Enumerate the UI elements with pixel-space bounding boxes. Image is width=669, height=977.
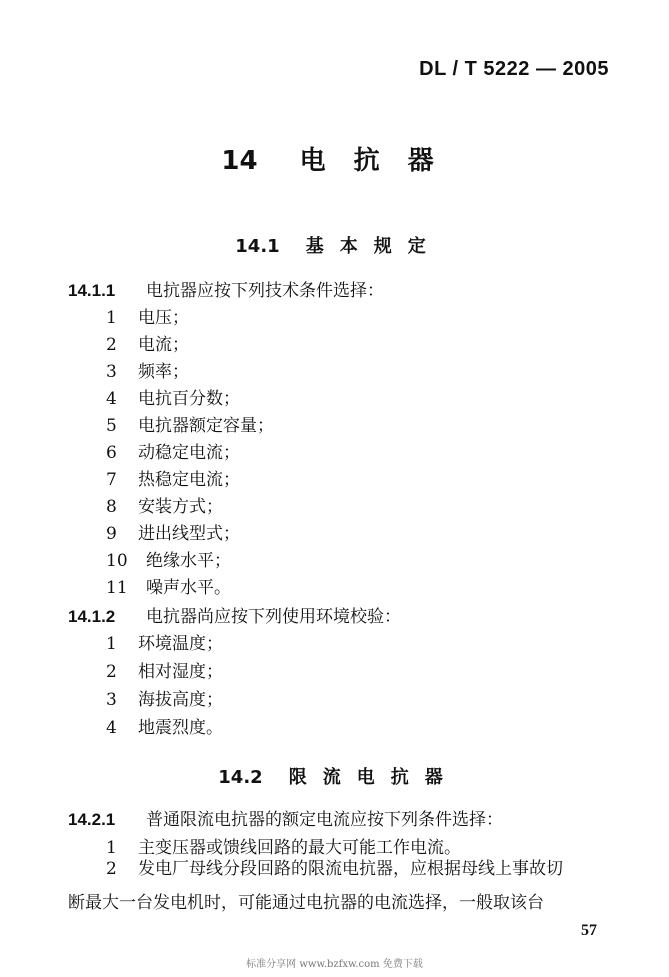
item-number: 8	[106, 497, 117, 517]
chapter-title-char: 电	[299, 146, 326, 176]
chapter-title	[0, 140, 669, 177]
item-text: 电流；	[138, 335, 189, 355]
list-item	[106, 438, 240, 463]
item-text: 电抗百分数；	[138, 389, 240, 409]
clause	[68, 805, 503, 830]
section-title	[0, 232, 669, 258]
paragraph	[68, 852, 608, 920]
clause-text: 电抗器尚应按下列使用环境校验：	[146, 607, 401, 627]
item-text: 电压；	[138, 308, 189, 328]
list-item	[106, 629, 223, 654]
item-number: 4	[106, 389, 117, 409]
chapter-title-char: 抗	[353, 146, 380, 176]
item-text: 主变压器或馈线回路的最大可能工作电流。	[138, 838, 461, 858]
list-item	[106, 519, 240, 544]
list-item	[106, 303, 189, 328]
list-item	[106, 657, 223, 682]
item-number: 10	[106, 551, 128, 571]
item-number: 1	[106, 308, 117, 328]
section-title-char: 规	[373, 236, 392, 257]
list-item	[106, 685, 223, 710]
section-title-char: 本	[339, 236, 358, 257]
item-number: 2	[106, 335, 117, 355]
list-item	[106, 573, 231, 598]
list-item	[106, 492, 223, 517]
paragraph-line: 断最大一台发电机时，可能通过电抗器的电流选择，一般取该台	[68, 893, 544, 913]
clause	[68, 276, 384, 301]
clause	[68, 602, 401, 627]
section-number: 14.2	[218, 767, 263, 788]
section-number: 14.1	[235, 236, 280, 257]
list-item	[106, 546, 231, 571]
paragraph-line	[68, 852, 608, 886]
section-title-char: 器	[424, 767, 443, 788]
item-text: 地震烈度。	[138, 718, 223, 738]
item-number: 4	[106, 718, 117, 738]
list-item	[106, 713, 223, 738]
watermark: 标准分享网 www.bzfxw.com 免费下载	[246, 959, 423, 970]
list-item	[106, 465, 240, 490]
item-text: 绝缘水平；	[146, 551, 231, 571]
clause-text: 电抗器应按下列技术条件选择：	[146, 281, 384, 301]
item-number: 6	[106, 443, 117, 463]
item-number: 2	[106, 859, 117, 879]
item-text: 噪声水平。	[146, 578, 231, 598]
item-text: 海拔高度；	[138, 690, 223, 710]
list-item	[106, 357, 189, 382]
section-title-char: 限	[288, 767, 307, 788]
section-title-char: 流	[322, 767, 341, 788]
section-title-char: 基	[305, 236, 324, 257]
list-item	[106, 384, 240, 409]
item-number: 5	[106, 416, 117, 436]
item-text: 环境温度；	[138, 634, 223, 654]
item-text: 进出线型式；	[138, 524, 240, 544]
item-number: 1	[106, 634, 117, 654]
item-text: 频率；	[138, 362, 189, 382]
chapter-title-char: 器	[407, 146, 434, 176]
item-number: 11	[106, 578, 128, 598]
list-item	[106, 330, 189, 355]
list-item	[106, 411, 274, 436]
item-text: 安装方式；	[138, 497, 223, 517]
item-number: 3	[106, 690, 117, 710]
page-number: 57	[581, 922, 597, 939]
section-title-char: 抗	[390, 767, 409, 788]
item-number: 9	[106, 524, 117, 544]
section-title-char: 电	[356, 767, 375, 788]
item-text: 相对湿度；	[138, 662, 223, 682]
item-text: 动稳定电流；	[138, 443, 240, 463]
item-number: 1	[106, 838, 117, 858]
item-text: 电抗器额定容量；	[138, 416, 274, 436]
clause-text: 普通限流电抗器的额定电流应按下列条件选择：	[146, 810, 503, 830]
clause-number: 14.1.1	[68, 281, 116, 300]
standard-code: DL / T 5222 — 2005	[419, 58, 609, 80]
item-text: 热稳定电流；	[138, 470, 240, 490]
item-number: 3	[106, 362, 117, 382]
item-number: 7	[106, 470, 117, 490]
clause-number: 14.2.1	[68, 810, 116, 829]
section-title-char: 定	[407, 236, 426, 257]
item-number: 2	[106, 662, 117, 682]
clause-number: 14.1.2	[68, 607, 116, 626]
chapter-number: 14	[221, 146, 258, 176]
paragraph-text: 发电厂母线分段回路的限流电抗器，应根据母线上事故切	[138, 859, 563, 879]
section-title	[0, 763, 669, 789]
